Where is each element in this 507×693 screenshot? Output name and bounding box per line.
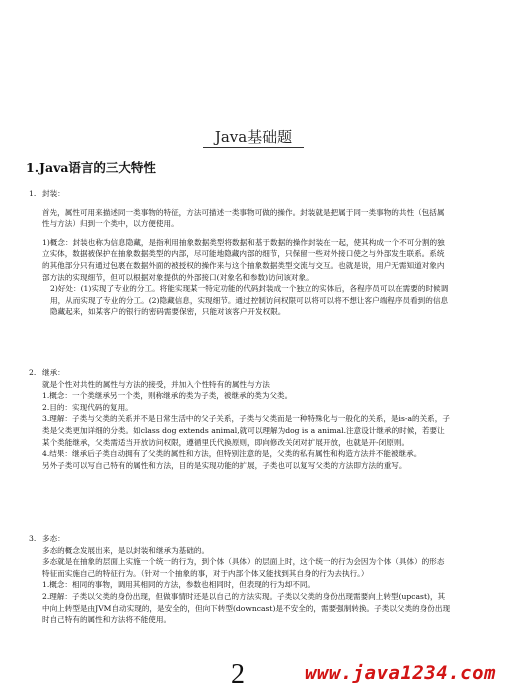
section-number: 3. [29, 534, 37, 543]
section-number: 2. [29, 368, 37, 377]
title-underline [203, 147, 304, 148]
section-title: 封装： [42, 189, 65, 198]
section-heading: 1.Java语言的三大特性 [26, 160, 156, 175]
section-title: 多态： [42, 534, 65, 543]
document-title: Java基础题 [214, 128, 293, 146]
paragraph: 首先，属性可用来描述同一类事物的特征，方法可描述一类事物可做的操作。封装就是把属于同一类事物的共性（包括属性与方法）归到一个类中，以方便使用。 [42, 207, 445, 229]
section-body [42, 533, 452, 626]
paragraph: 多态就是在抽象的层面上实施一个统一的行为，到个体（具体）的层面上时，这个统一的行为会因为个体（具体）的形态特征而实施自己的特征行为。（针对一个抽象的事，对于内部个体又能找到其自身的行为去执行。） [42, 557, 445, 578]
paragraph: 2)好处：(1)实现了专业的分工。将能实现某一特定功能的代码封装成一个独立的实体后，各程序员可以在需要的时候调用，从而实现了专业的分工。(2)隐藏信息，实现细节。通过控制访问权限可以将可以将不想让客户端程序员看到的信息隐藏起来，如某客户的银行的密码需要保密，只能对该客户开发权限。 [50, 284, 449, 317]
section-title: 继承： [42, 368, 65, 377]
paragraph: 3.理解：子类与父类的关系并不是日常生活中的父子关系，子类与父类而是一种特殊化与一般化的关系，是is-a的关系，子类是父类更加详细的分类。如class dog extends animal,就可以理解为dog is a animal.注意设计继承的时候，若要让某个类能继承，父类需适当开放访问权限，遵循里氏代换原则，即向修改关闭对扩展开放，也就是开-闭原则。 [42, 414, 450, 447]
paragraph: 4.结果：继承后子类自动拥有了父类的属性和方法，但特别注意的是，父类的私有属性和构造方法并不能被继承。 [42, 449, 422, 459]
paragraph: 1.概念：一个类继承另一个类，则称继承的类为子类，被继承的类为父类。 [42, 391, 293, 401]
page-number: 2 [231, 659, 245, 690]
paragraph: 1.概念：相同的事物，调用其相同的方法，参数也相同时，但表现的行为却不同。 [42, 580, 316, 590]
paragraph: 2.目的：实现代码的复用。 [42, 402, 133, 412]
paragraph: 另外子类可以写自己特有的属性和方法，目的是实现功能的扩展，子类也可以复写父类的方法即方法的重写。 [42, 460, 407, 470]
section-body [42, 367, 452, 471]
watermark-text: www.java1234.com [304, 662, 496, 684]
paragraph: 多态的概念发展出来，是以封装和继承为基础的。 [42, 545, 210, 555]
section-body [42, 188, 452, 318]
paragraph: 2.理解：子类以父类的身份出现，但做事情时还是以自己的方法实现。子类以父类的身份出现需要向上转型(upcast)，其中向上转型是由JVM自动实现的，是安全的，但向下转型(downcast)是不安全的，需要强制转换。子类以父类的身份出现时自己特有的属性和方法将不能使用。 [42, 591, 451, 625]
section-number: 1. [29, 189, 37, 198]
paragraph: 就是个性对共性的属性与方法的接受，并加入个性特有的属性与方法 [42, 379, 270, 389]
paragraph: 1)概念：封装也称为信息隐藏，是指利用抽象数据类型将数据和基于数据的操作封装在一起，使其构成一个不可分割的独立实体，数据被保护在抽象数据类型的内部，尽可能地隐藏内部的细节，只保留一些对外接口使之与外部发生联系。系统的其他部分只有通过包裹在数据外面的被授权的操作来与这个抽象数据类型交流与交互。也就是说，用户无需知道对象内部方法的实现细节，但可以根据对象提供的外部接口(对象名和参数)访问该对象。 [42, 237, 445, 282]
